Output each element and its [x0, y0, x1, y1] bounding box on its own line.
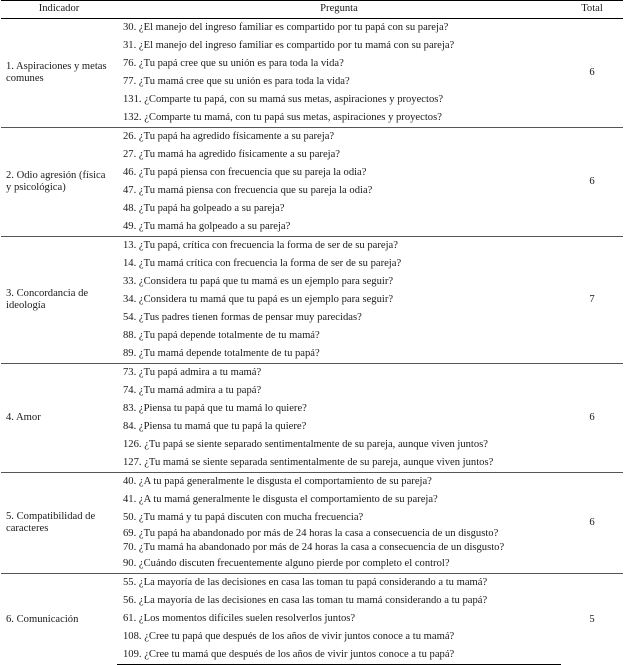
- total-cell: 6: [561, 19, 623, 128]
- question-cell: 73. ¿Tu papá admira a tu mamá?: [117, 364, 561, 383]
- question-cell: 30. ¿El manejo del ingreso familiar es compartido por tu papá con su pareja?: [117, 19, 561, 38]
- header-total: Total: [561, 1, 623, 19]
- header-indicador: Indicador: [1, 1, 117, 19]
- indicator-cell: 4. Amor: [1, 364, 117, 473]
- question-cell: 48. ¿Tu papá ha golpeado a su pareja?: [123, 202, 285, 214]
- question-cell: 132. ¿Comparte tu mamá, con tu papá sus metas, aspiraciones y proyectos?: [123, 111, 442, 123]
- question-cell: 74. ¿Tu mamá admira a tu papá?: [123, 384, 262, 396]
- question-cell: 14. ¿Tu mamá crítica con frecuencia la forma de ser de su pareja?: [123, 257, 402, 269]
- question-cell: 77. ¿Tu mamá cree que su unión es para toda la vida?: [123, 75, 350, 87]
- table-row: [1, 574, 623, 593]
- question-cell: 109. ¿Cree tu mamá que después de los años de vivir juntos conoce a tu papá?: [117, 646, 561, 665]
- table-row: [1, 128, 623, 147]
- question-cell: 108. ¿Cree tu papá que después de los años de vivir juntos conoce a tu mamá?: [123, 631, 455, 643]
- total-cell: 7: [561, 237, 623, 364]
- table-row: [1, 237, 623, 256]
- question-cell: 131. ¿Comparte tu papá, con su mamá sus metas, aspiraciones y proyectos?: [123, 93, 444, 105]
- question-cell: 56. ¿La mayoría de las decisiones en casa las toman tu mamá considerando a tu papá?: [123, 595, 488, 607]
- question-cell: 84. ¿Piensa tu mamá que tu papá la quiere?: [123, 420, 307, 432]
- question-cell: 69. ¿Tu papá ha abandonado por más de 24 horas la casa a consecuencia de un disgusto?: [123, 528, 499, 539]
- question-cell: 33. ¿Considera tu papá que tu mamá es un ejemplo para seguir?: [123, 275, 394, 287]
- question-cell: 126. ¿Tu papá se siente separado sentimentalmente de su pareja, aunque viven juntos?: [123, 438, 488, 450]
- question-cell: 46. ¿Tu papá piensa con frecuencia que su pareja la odia?: [123, 166, 367, 178]
- table-header: [1, 1, 623, 19]
- table-body: [1, 19, 623, 665]
- total-cell: 6: [561, 364, 623, 473]
- question-cell: 90. ¿Cuándo discuten frecuentemente alguno pierde por completo el control?: [123, 558, 450, 570]
- question-cell: 34. ¿Considera tu mamá que tu papá es un ejemplo para seguir?: [123, 293, 394, 305]
- total-cell: 6: [561, 473, 623, 574]
- question-cell: 88. ¿Tu papá depende totalmente de tu mamá?: [123, 329, 320, 341]
- question-cell: 41. ¿A tu mamá generalmente le disgusta el comportamiento de su pareja?: [123, 493, 438, 505]
- question-cell: 89. ¿Tu mamá depende totalmente de tu papá?: [123, 347, 320, 359]
- indicator-table: [1, 0, 623, 665]
- question-cell: 40. ¿A tu papá generalmente le disgusta el comportamiento de su pareja?: [117, 473, 561, 492]
- table-row: [1, 364, 623, 383]
- question-cell: 55. ¿La mayoría de las decisiones en casa las toman tu papá considerando a tu mamá?: [117, 574, 561, 593]
- question-cell: 54. ¿Tus padres tienen formas de pensar muy parecidas?: [123, 311, 362, 323]
- header-pregunta: Pregunta: [117, 1, 561, 19]
- indicator-cell: 2. Odio agresión (física y psicológica): [1, 128, 117, 237]
- table-row: [1, 19, 623, 38]
- indicator-cell: 3. Concordancia de ideología: [1, 237, 117, 364]
- indicator-cell: 5. Compatibilidad de caracteres: [1, 473, 117, 574]
- indicator-cell: 6. Comunicación: [1, 574, 117, 665]
- question-cell: 27. ¿Tu mamá ha agredido físicamente a su pareja?: [123, 148, 340, 160]
- question-cell: 26. ¿Tu papá ha agredido físicamente a su pareja?: [117, 128, 561, 147]
- question-cell: 13. ¿Tu papá, crítica con frecuencia la forma de ser de su pareja?: [117, 237, 561, 256]
- question-cell: 49. ¿Tu mamá ha golpeado a su pareja?: [123, 220, 291, 232]
- indicator-cell: 1. Aspiraciones y metas comunes: [1, 19, 117, 128]
- total-cell: 5: [561, 574, 623, 665]
- question-cell: 61. ¿Los momentos difíciles suelen resolverlos juntos?: [123, 613, 356, 625]
- question-cell: 127. ¿Tu mamá se siente separada sentimentalmente de su pareja, aunque viven juntos?: [123, 456, 494, 468]
- total-cell: 6: [561, 128, 623, 237]
- question-cell: 83. ¿Piensa tu papá que tu mamá lo quiere?: [123, 402, 307, 414]
- question-cell: 70. ¿Tu mamá ha abandonado por más de 24 horas la casa a consecuencia de un disgusto?: [123, 542, 505, 554]
- question-cell: 76. ¿Tu papá cree que su unión es para toda la vida?: [123, 57, 344, 69]
- question-cell: 31. ¿El manejo del ingreso familiar es compartido por tu mamá con su pareja?: [123, 39, 455, 51]
- question-cell: 47. ¿Tu mamá piensa con frecuencia que su pareja la odia?: [123, 184, 373, 196]
- question-cell: 50. ¿Tu mamá y tu papá discuten con mucha frecuencia?: [123, 511, 364, 523]
- table-row: [1, 473, 623, 492]
